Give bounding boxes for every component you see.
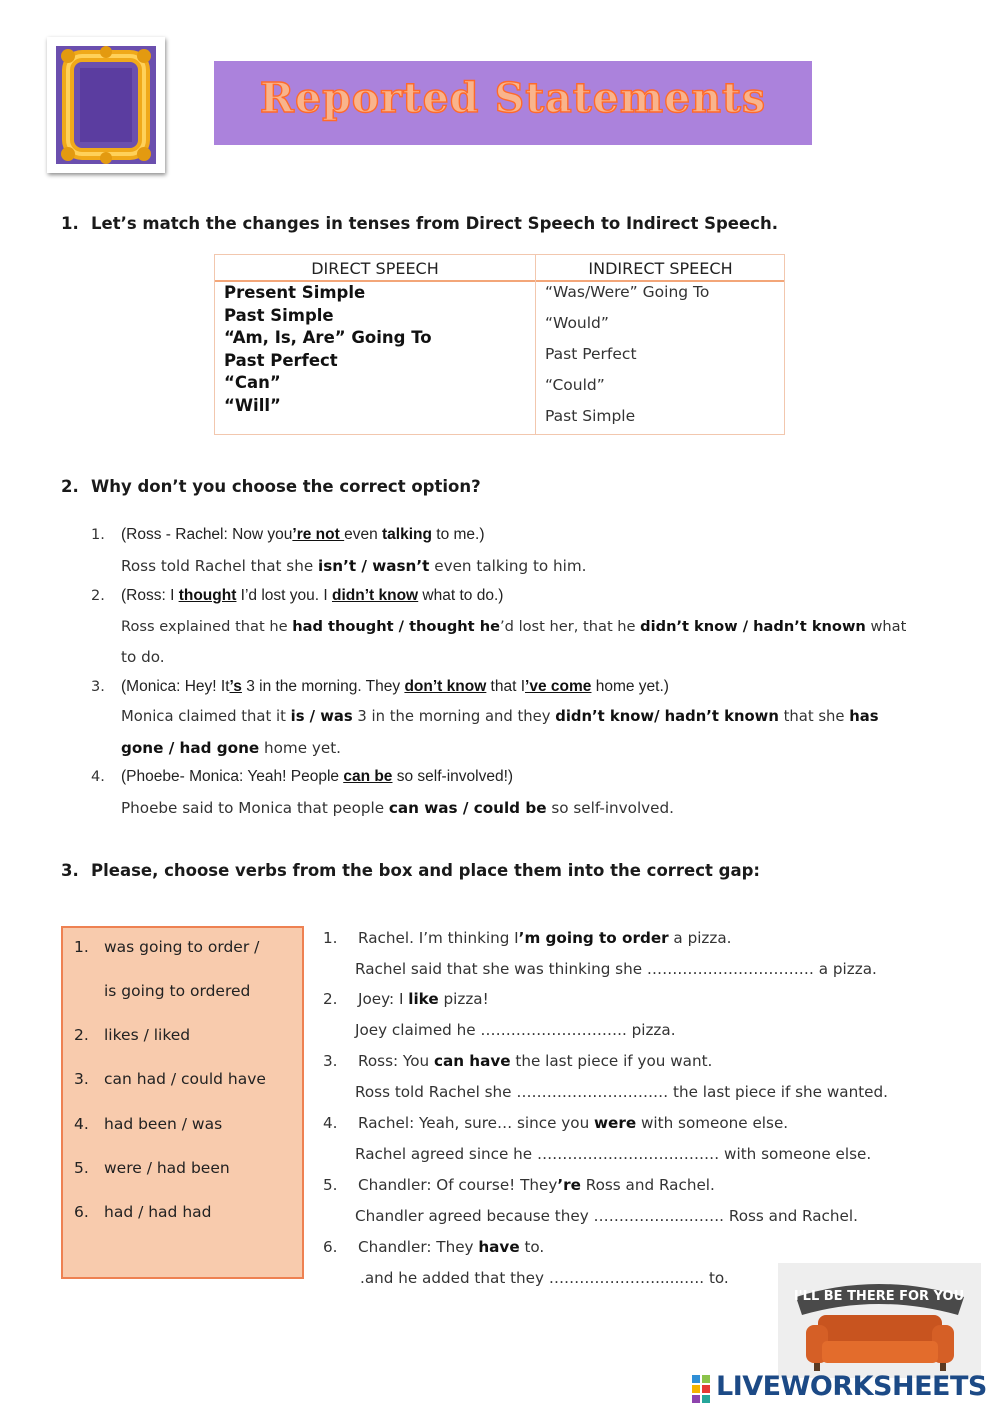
header-indirect-speech: INDIRECT SPEECH — [588, 259, 733, 278]
box-option[interactable]: likes / liked — [104, 1026, 191, 1044]
direct-item[interactable]: Present Simple — [224, 283, 366, 302]
gap-original: Joey: I like pizza! — [358, 990, 489, 1008]
box-option[interactable]: were / had been — [104, 1159, 230, 1177]
direct-item[interactable]: Past Perfect — [224, 351, 338, 370]
box-item-number: 1. — [74, 938, 89, 956]
box-option[interactable]: had been / was — [104, 1115, 223, 1133]
indirect-item[interactable]: “Was/Were” Going To — [545, 283, 710, 301]
gap-item-number: 1. — [323, 929, 338, 947]
gap-sentence[interactable]: Joey claimed he ……………………….. pizza. — [355, 1021, 676, 1039]
reported-sentence: Monica claimed that it is / was 3 in the morning and they didn’t know/ hadn’t known that she has — [121, 708, 879, 725]
reported-sentence-cont: gone / had gone home yet. — [121, 739, 342, 757]
couch-icon — [778, 1263, 981, 1378]
box-option[interactable]: was going to order / — [104, 938, 260, 956]
couch-badge — [778, 1263, 981, 1378]
gap-item-number: 4. — [323, 1114, 338, 1132]
item-number: 2. — [91, 588, 105, 604]
box-item-number: 6. — [74, 1203, 89, 1221]
gap-original: Ross: You can have the last piece if you want. — [358, 1052, 713, 1070]
question-number: 3. — [61, 861, 79, 880]
gap-item-number: 6. — [323, 1238, 338, 1256]
gap-original: Chandler: Of course! They’re Ross and Rachel. — [358, 1176, 715, 1194]
option-choice[interactable]: gone / had gone — [121, 739, 260, 757]
indirect-item[interactable]: Past Perfect — [545, 345, 637, 363]
original-sentence: (Ross: I thought I’d lost you. I didn’t know what to do.) — [121, 587, 504, 604]
picture-frame-icon — [56, 46, 156, 164]
frame-logo — [47, 37, 165, 173]
tense-table — [214, 254, 785, 435]
badge-text: I'LL BE THERE FOR YOU — [793, 1289, 965, 1304]
box-item-number: 3. — [74, 1070, 89, 1088]
item-number: 3. — [91, 679, 105, 695]
column-divider — [535, 255, 536, 434]
gap-original: Rachel: Yeah, sure… since you were with someone else. — [358, 1114, 789, 1132]
question-number: 2. — [61, 477, 79, 496]
header-direct-speech: DIRECT SPEECH — [311, 259, 439, 278]
gap-original: Rachel. I’m thinking I’m going to order a pizza. — [358, 929, 732, 947]
question-text: Please, choose verbs from the box and place them into the correct gap: — [91, 861, 761, 880]
direct-item[interactable]: “Am, Is, Are” Going To — [224, 328, 432, 347]
option-choice[interactable]: is / was — [290, 708, 353, 725]
liveworksheets-wordmark: LIVEWORKSHEETS — [716, 1371, 987, 1402]
indirect-item[interactable]: Past Simple — [545, 407, 636, 425]
question-text: Let’s match the changes in tenses from Direct Speech to Indirect Speech. — [91, 214, 778, 233]
gap-sentence[interactable]: Rachel said that she was thinking she …………………………… a pizza. — [355, 960, 877, 978]
direct-item[interactable]: “Can” — [224, 373, 281, 392]
direct-item[interactable]: “Will” — [224, 396, 281, 415]
question-text: Why don’t you choose the correct option? — [91, 477, 481, 496]
original-sentence: (Monica: Hey! It’s 3 in the morning. They don’t know that I’ve come home yet.) — [121, 678, 669, 695]
box-item-number: 2. — [74, 1026, 89, 1044]
gap-item-number: 2. — [323, 990, 338, 1008]
gap-original: Chandler: They have to. — [358, 1238, 545, 1256]
option-choice[interactable]: isn’t / wasn’t — [318, 557, 430, 575]
question-number: 1. — [61, 214, 79, 233]
reported-sentence: Ross told Rachel that she isn’t / wasn’t even talking to him. — [121, 557, 587, 575]
liveworksheets-icon — [692, 1375, 712, 1405]
box-option[interactable]: is going to ordered — [104, 982, 251, 1000]
reported-sentence: Phoebe said to Monica that people can was / could be so self-involved. — [121, 799, 674, 817]
option-choice[interactable]: had thought / thought he — [292, 618, 501, 635]
direct-item[interactable]: Past Simple — [224, 306, 334, 325]
gap-sentence[interactable]: Ross told Rachel she ………………………… the last piece if she wanted. — [355, 1083, 888, 1101]
gap-sentence[interactable]: Rachel agreed since he ……………………………… with someone else. — [355, 1145, 872, 1163]
box-option[interactable]: had / had had — [104, 1203, 212, 1221]
indirect-item[interactable]: “Could” — [545, 376, 605, 394]
header-divider — [215, 280, 784, 282]
item-number: 4. — [91, 769, 105, 785]
gap-sentence[interactable]: .and he added that they …………………......…. to. — [360, 1269, 729, 1287]
reported-sentence: Ross explained that he had thought / thought he’d lost her, that he didn’t know / hadn’t known what — [121, 618, 907, 635]
original-sentence: (Phoebe- Monica: Yeah! People can be so self-involved!) — [121, 768, 514, 785]
verb-box — [61, 926, 304, 1279]
item-number: 1. — [91, 527, 105, 543]
title-banner — [214, 61, 812, 145]
gap-item-number: 3. — [323, 1052, 338, 1070]
option-choice[interactable]: didn’t know / hadn’t known — [640, 618, 866, 635]
box-item-number: 5. — [74, 1159, 89, 1177]
box-item-number: 4. — [74, 1115, 89, 1133]
box-option[interactable]: can had / could have — [104, 1070, 266, 1088]
option-choice[interactable]: didn’t know/ hadn’t known — [555, 708, 779, 725]
gap-item-number: 5. — [323, 1176, 338, 1194]
option-choice[interactable]: can was / could be — [388, 799, 547, 817]
reported-sentence-cont: to do. — [121, 648, 165, 666]
gap-sentence[interactable]: Chandler agreed because they ……………....……. Ross and Rachel. — [355, 1207, 858, 1225]
original-sentence: (Ross - Rachel: Now you’re not even talking to me.) — [121, 526, 485, 543]
indirect-item[interactable]: “Would” — [545, 314, 609, 332]
page-title: Reported Statements — [259, 74, 767, 122]
